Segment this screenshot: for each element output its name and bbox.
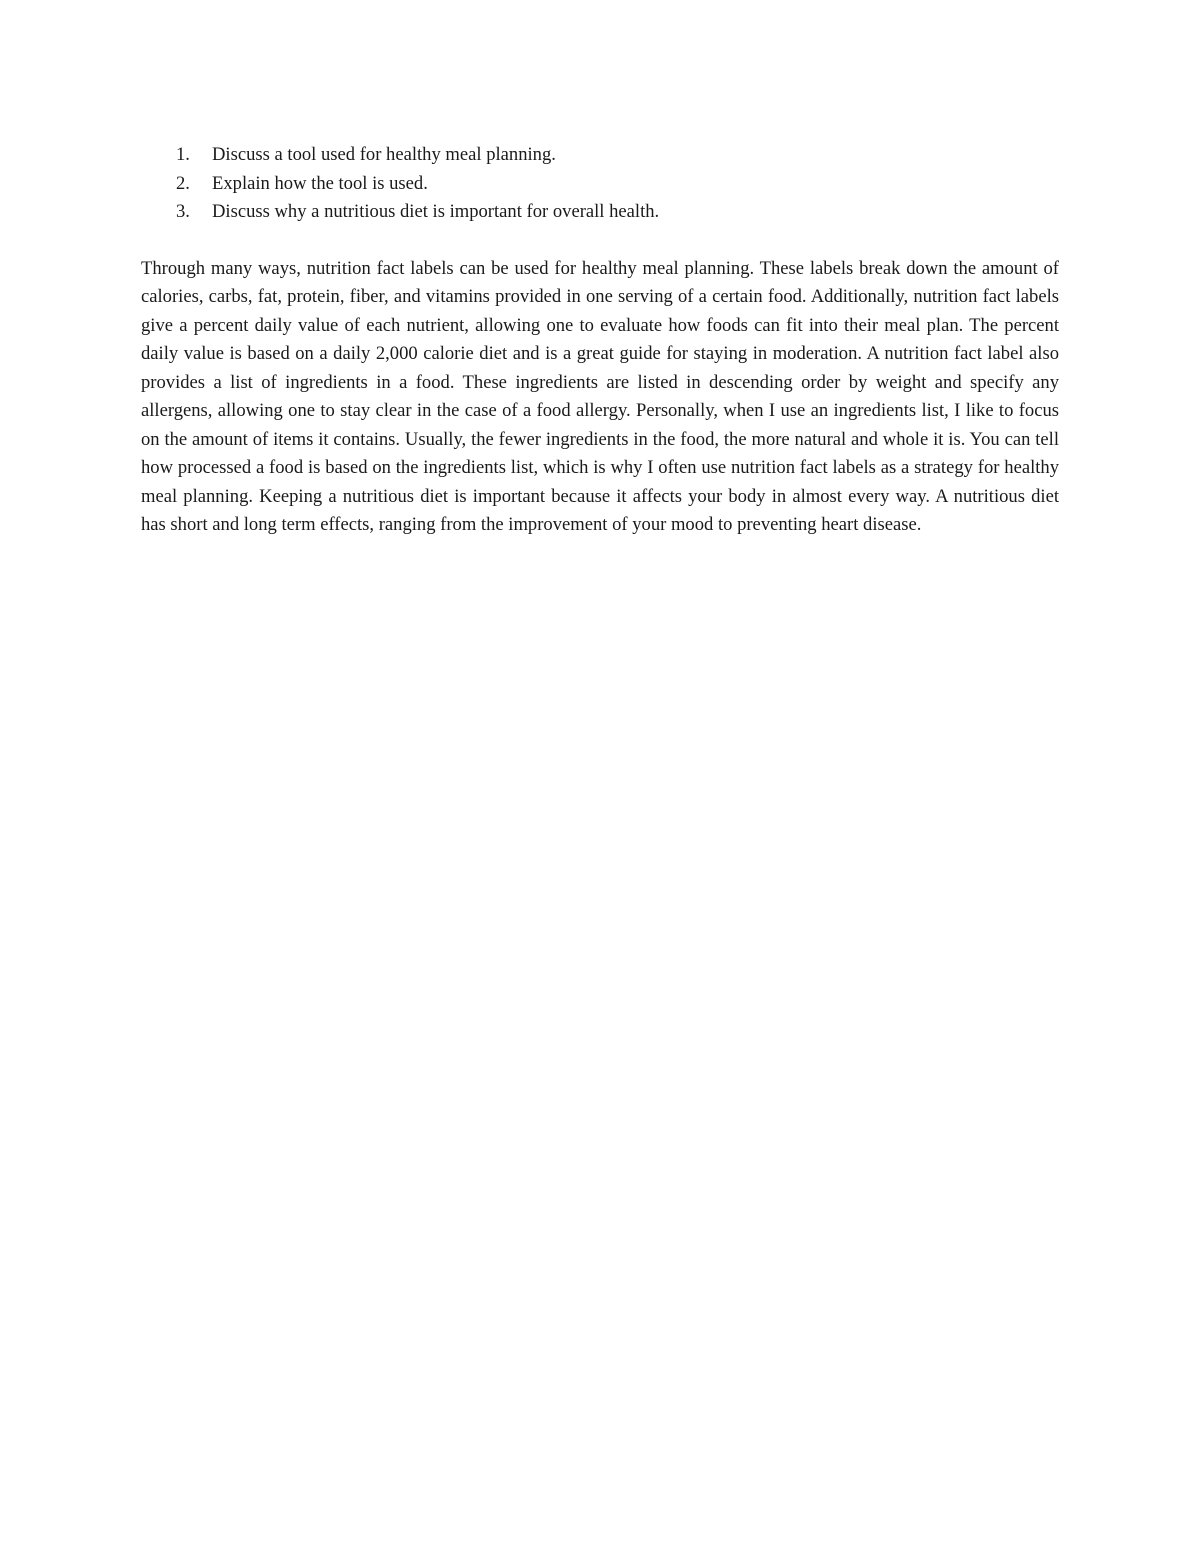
question-text: Discuss why a nutritious diet is important for overall health. [212, 201, 660, 222]
question-item-1 [141, 141, 1059, 170]
question-item-3 [141, 198, 1059, 227]
question-text: Discuss a tool used for healthy meal planning. [212, 144, 556, 165]
question-text: Explain how the tool is used. [212, 172, 428, 194]
question-number: 3. [176, 201, 190, 222]
question-list [141, 141, 1059, 227]
answer-paragraph: Through many ways, nutrition fact labels can be used for healthy meal planning. These labels break down the amount of calories, carbs, fat, protein, fiber, and vitamins provided in one serving of a certain food. Additionally, nutrition fact labels give a percent daily value of each nutrient, allowing one to evaluate how foods can fit into their meal plan. The percent daily value is based on a daily 2,000 calorie diet and is a great guide for staying in moderation. A nutrition fact label also provides a list of ingredients in a food. These ingredients are listed in descending order by weight and specify any allergens, allowing one to stay clear in the case of a food allergy. Personally, when I use an ingredients list, I like to focus on the amount of items it contains. Usually, the fewer ingredients in the food, the more natural and whole it is. You can tell how processed a food is based on the ingredients list, which is why I often use nutrition fact labels as a strategy for healthy meal planning. Keeping a nutritious diet is important because it affects your body in almost every way. A nutritious diet has short and long term effects, ranging from the improvement of your mood to preventing heart disease. [141, 257, 1059, 535]
question-number: 1. [176, 144, 190, 165]
question-item-2 [141, 170, 1059, 199]
document-content [141, 141, 1059, 540]
question-number: 2. [176, 172, 190, 194]
